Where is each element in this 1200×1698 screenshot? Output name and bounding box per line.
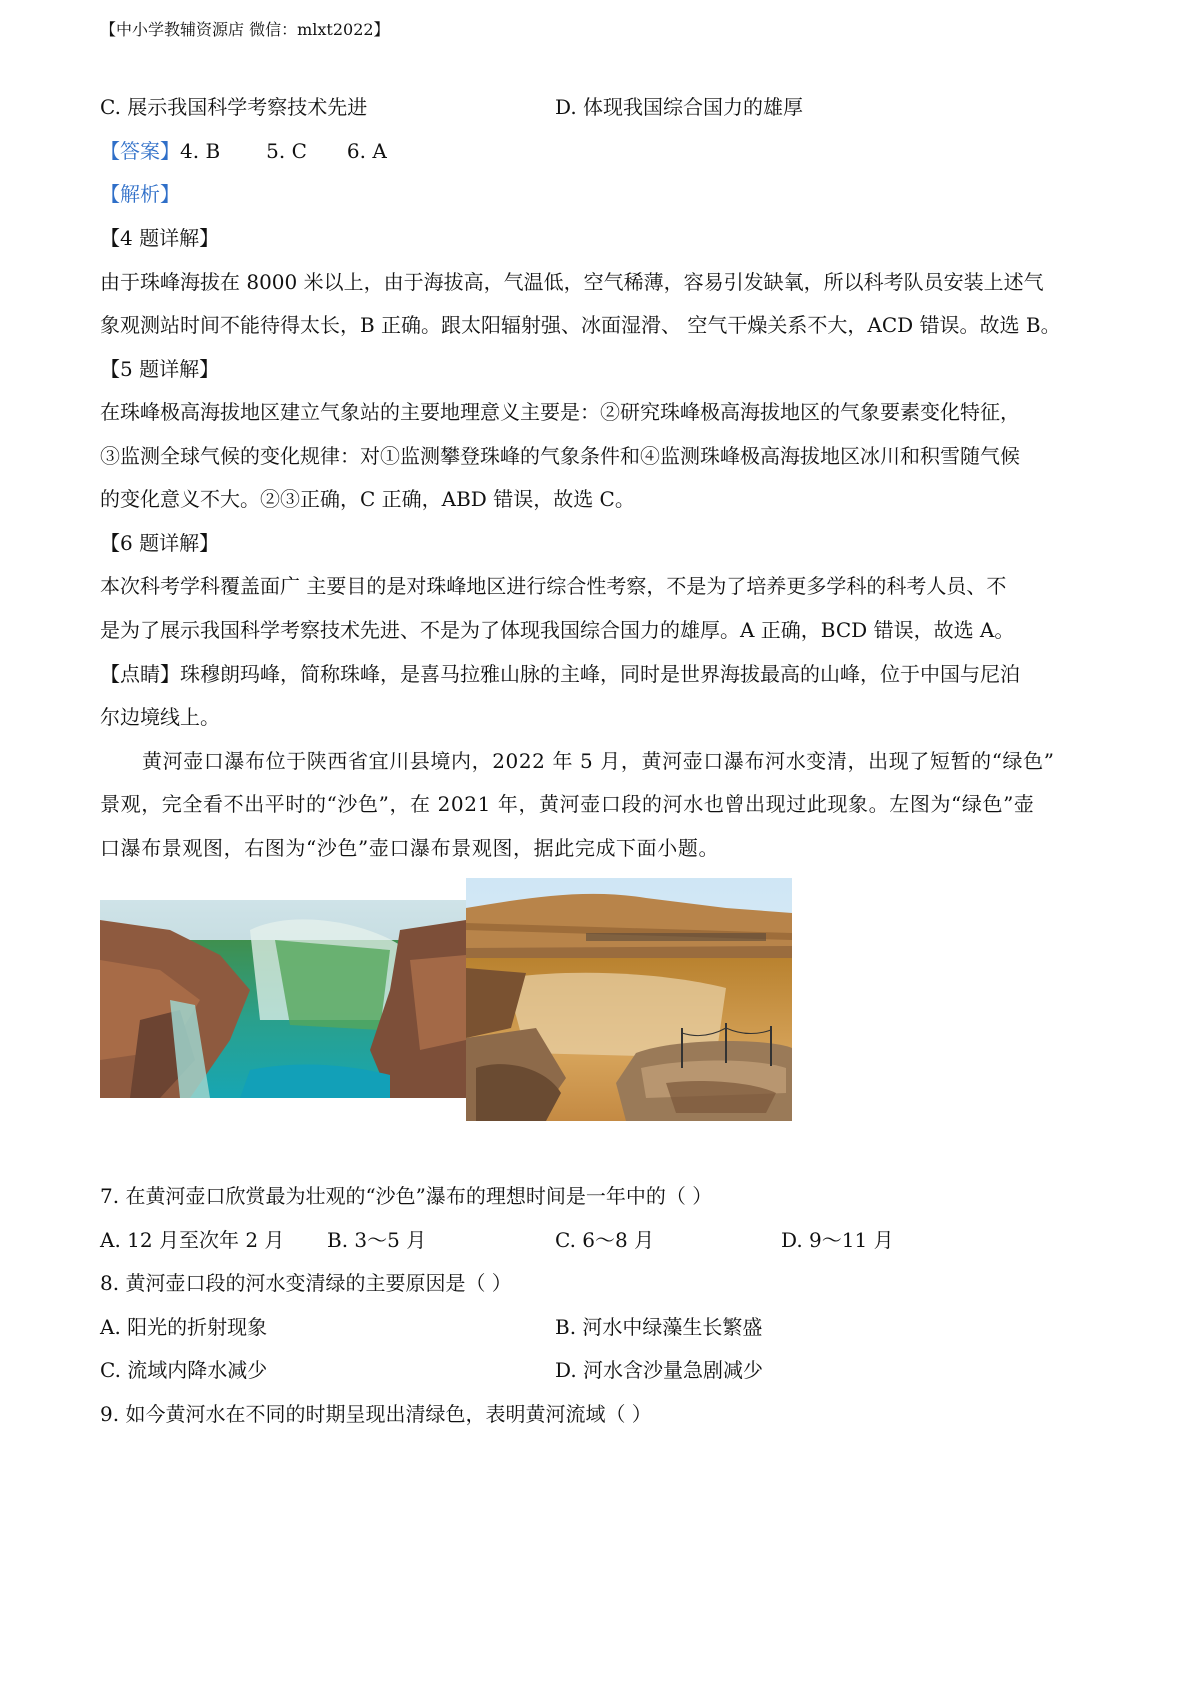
q8-option-d: D. 河水含沙量急剧减少 (555, 1358, 764, 1382)
q8-option-a: A. 阳光的折射现象 (100, 1315, 268, 1339)
sandy-waterfall-photo (466, 878, 792, 1121)
detail5-line-1: 在珠峰极高海拔地区建立气象站的主要地理意义主要是：②研究珠峰极高海拔地区的气象要素变化特征， (100, 400, 1020, 424)
detail5-title: 【5 题详解】 (100, 357, 220, 381)
answer-4: 4. B (180, 139, 221, 163)
q7-stem: 7. 在黄河壶口欣赏最为壮观的“沙色”瀑布的理想时间是一年中的（ ） (100, 1184, 713, 1208)
page-header: 【中小学教辅资源店 微信：mlxt2022】 (100, 20, 390, 39)
answer-6: 6. A (346, 139, 387, 163)
detail4-line-1: 由于珠峰海拔在 8000 米以上，由于海拔高，气温低，空气稀薄，容易引发缺氧，所以科考队员安装上述气 (100, 270, 1044, 294)
passage-line-2: 景观，完全看不出平时的“沙色”，在 2021 年，黄河壶口段的河水也曾出现过此现象。左图为“绿色”壶 (100, 792, 1035, 816)
analysis-label: 【解析】 (100, 182, 180, 206)
q6-option-c: C. 展示我国科学考察技术先进 (100, 95, 368, 119)
passage-line-1: 黄河壶口瀑布位于陕西省宜川县境内，2022 年 5 月，黄河壶口瀑布河水变清，出现了短暂的“绿色” (142, 749, 1055, 773)
q7-option-a: A. 12 月至次年 2 月 (100, 1228, 285, 1252)
detail5-line-2: ③监测全球气候的变化规律：对①监测攀登珠峰的气象条件和④监测珠峰极高海拔地区冰川和积雪随气候 (100, 444, 1020, 468)
detail6-line-1: 本次科考学科覆盖面广 主要目的是对珠峰地区进行综合性考察，不是为了培养更多学科的科考人员、不 (100, 574, 1007, 598)
q7-option-d: D. 9～11 月 (781, 1228, 894, 1252)
q6-option-d: D. 体现我国综合国力的雄厚 (555, 95, 804, 119)
q7-option-c: C. 6～8 月 (555, 1228, 655, 1252)
passage-line-3: 口瀑布景观图，右图为“沙色”壶口瀑布景观图，据此完成下面小题。 (100, 836, 720, 860)
q8-option-b: B. 河水中绿藻生长繁盛 (555, 1315, 763, 1339)
q8-option-c: C. 流域内降水减少 (100, 1358, 268, 1382)
detail5-line-3: 的变化意义不大。②③正确，C 正确，ABD 错误，故选 C。 (100, 487, 635, 511)
q9-stem: 9. 如今黄河水在不同的时期呈现出清绿色，表明黄河流域（ ） (100, 1402, 652, 1426)
tip-line-2: 尔边境线上。 (100, 705, 220, 729)
answer-line (100, 137, 387, 165)
q8-stem: 8. 黄河壶口段的河水变清绿的主要原因是（ ） (100, 1271, 512, 1295)
tip-line-1 (100, 660, 1020, 688)
detail6-title: 【6 题详解】 (100, 531, 220, 555)
answer-label: 【答案】 (100, 139, 180, 163)
detail6-line-2: 是为了展示我国科学考察技术先进、不是为了体现我国综合国力的雄厚。A 正确，BCD 错误，故选 A。 (100, 618, 1015, 642)
tip-text-1: 珠穆朗玛峰，简称珠峰，是喜马拉雅山脉的主峰，同时是世界海拔最高的山峰，位于中国与尼泊 (180, 662, 1020, 686)
answer-5: 5. C (266, 139, 307, 163)
green-waterfall-photo (100, 900, 466, 1098)
detail4-title: 【4 题详解】 (100, 226, 220, 250)
tip-label: 【点睛】 (100, 662, 180, 686)
q7-option-b: B. 3～5 月 (327, 1228, 427, 1252)
detail4-line-2: 象观测站时间不能待得太长，B 正确。跟太阳辐射强、冰面湿滑、 空气干燥关系不大，ACD 错误。故选 B。 (100, 313, 1061, 337)
